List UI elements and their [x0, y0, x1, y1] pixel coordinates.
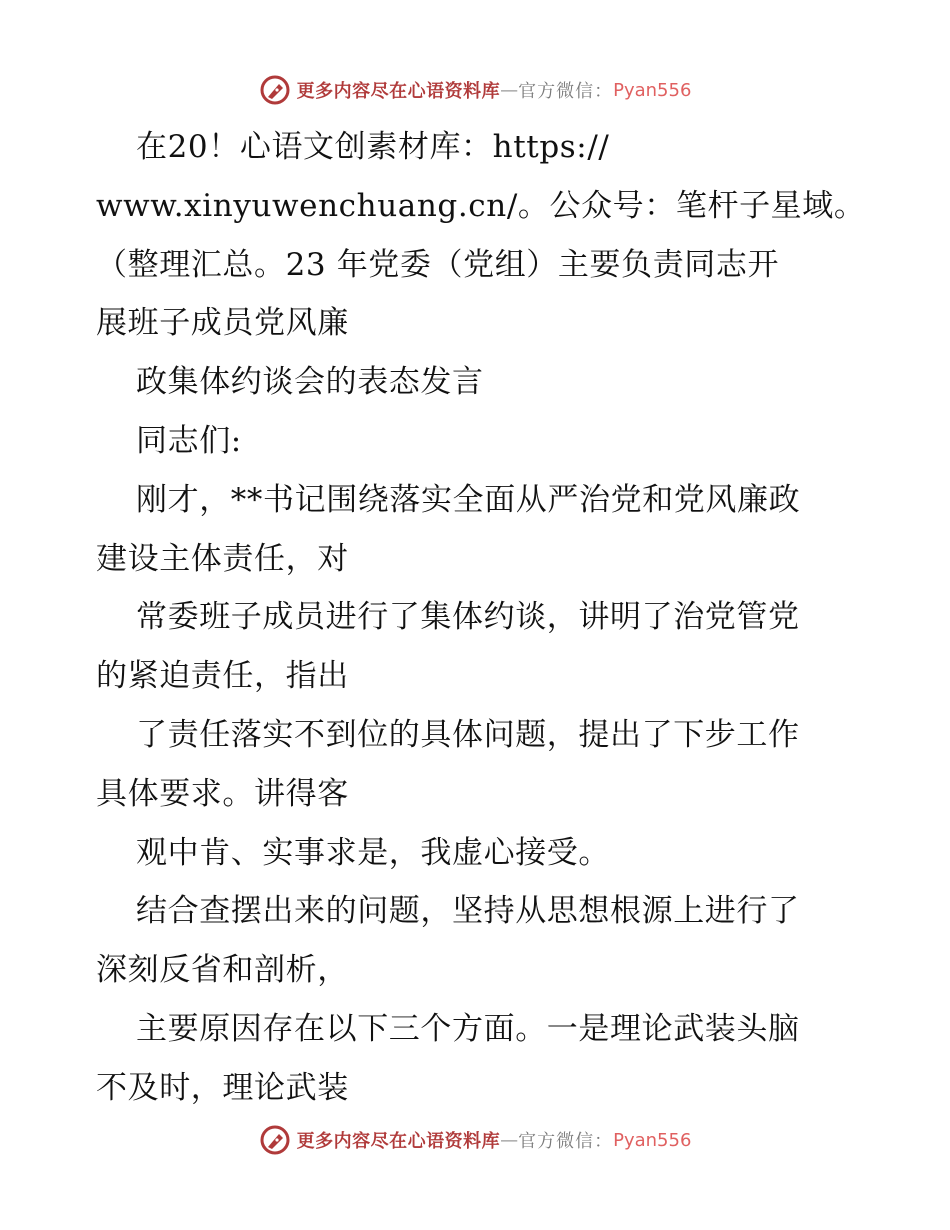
doc-line: 结合查摆出来的问题，坚持从思想根源上进行了 [136, 893, 800, 930]
doc-line: 具体要求。讲得客 [96, 775, 349, 812]
doc-line: 的紧迫责任，指出 [96, 658, 349, 695]
doc-line: 了责任落实不到位的具体问题，提出了下步工作 [136, 716, 800, 753]
doc-line: 同志们: [136, 422, 242, 459]
doc-line: 刚才，**书记围绕落实全面从严治党和党风廉政 [136, 481, 801, 518]
document-body [96, 118, 866, 1118]
doc-line: 在20！心语文创素材库：https:// [136, 129, 610, 165]
doc-line: （整理汇总。23 年党委（党组）主要负责同志开 [96, 246, 780, 283]
doc-line: 展班子成员党风廉 [96, 305, 349, 342]
banner-dash: — [500, 79, 519, 101]
doc-line: www.xinyuwenchuang.cn/。公众号：笔杆子星域。 [96, 187, 866, 224]
banner-wechat-handle: Pyan556 [613, 1129, 692, 1151]
footer-banner [0, 1120, 950, 1160]
doc-line: 常委班子成员进行了集体约谈，讲明了治党管党 [136, 599, 800, 636]
doc-line: 政集体约谈会的表态发言 [136, 364, 484, 401]
doc-line: 建设主体责任，对 [96, 540, 349, 577]
pen-nib-logo-icon [259, 1124, 291, 1156]
banner-wechat-label: 官方微信： [518, 1131, 614, 1152]
pen-nib-logo-icon [259, 74, 291, 106]
doc-line: 观中肯、实事求是，我虚心接受。 [136, 834, 610, 871]
doc-line: 主要原因存在以下三个方面。一是理论武装头脑 [136, 1010, 800, 1047]
banner-dash: — [500, 1129, 519, 1151]
doc-line: 不及时，理论武装 [96, 1069, 349, 1106]
doc-line: 深刻反省和剖析， [96, 952, 349, 989]
banner-wechat-label: 官方微信： [518, 81, 614, 102]
header-banner [0, 70, 950, 110]
banner-wechat-handle: Pyan556 [613, 79, 692, 101]
banner-site-text: 更多内容尽在心语资料库 [296, 81, 501, 102]
banner-site-text: 更多内容尽在心语资料库 [296, 1131, 501, 1152]
